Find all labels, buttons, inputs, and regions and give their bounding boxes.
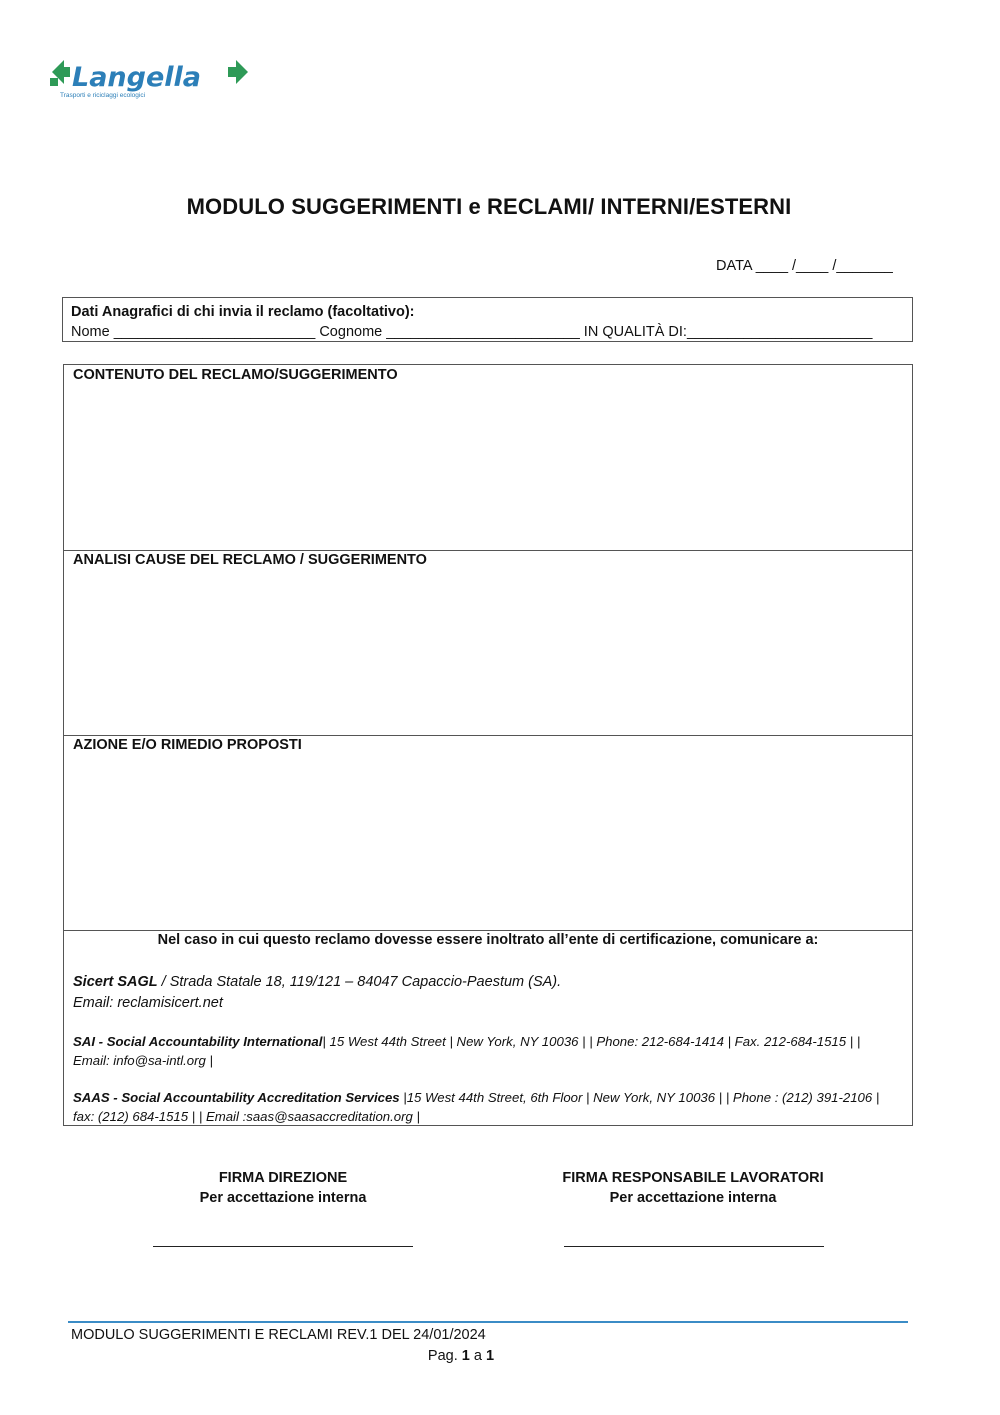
page-sep: a (469, 1348, 486, 1364)
certification-section (64, 930, 912, 1125)
sig-right-sub: Per accettazione interna (609, 1190, 777, 1206)
org3-details: |15 West 44th Street, 6th Floor | New York, NY 10036 | | Phone : (212) 391-2106 | fax: (212) 684-1515 | | Email :saas@saasaccreditation.org | (73, 1090, 880, 1124)
signature-direzione (133, 1168, 433, 1208)
right-arrow-icon (228, 60, 248, 84)
org2-details: | 15 West 44th Street | New York, NY 10036 | | Phone: 212-684-1414 | Fax. 212-684-1515 | | Email: info@sa-intl.org | (73, 1034, 861, 1068)
org-saas (73, 1088, 898, 1126)
date-field[interactable]: DATA ____ /____ /_______ (716, 258, 893, 274)
complaint-table (63, 364, 913, 1126)
page-number (0, 1348, 922, 1364)
org1-name: Sicert SAGL (73, 974, 158, 990)
logo-tagline: Trasporti e riciclaggi ecologici (60, 92, 146, 99)
page-current: 1 (461, 1348, 470, 1364)
org-sicert (73, 972, 898, 1014)
analysis-heading: ANALISI CAUSE DEL RECLAMO / SUGGERIMENTO (73, 552, 427, 568)
anagrafica-box (62, 297, 913, 342)
sig-left-sub: Per accettazione interna (199, 1190, 367, 1206)
analysis-section[interactable] (64, 550, 912, 736)
page-total: 1 (485, 1348, 495, 1364)
page-prefix: Pag. (427, 1348, 462, 1364)
sig-right-title: FIRMA RESPONSABILE LAVORATORI (562, 1170, 824, 1186)
footer-divider (68, 1321, 908, 1323)
page-title: MODULO SUGGERIMENTI e RECLAMI/ INTERNI/ESTERNI (186, 194, 792, 219)
anagrafica-heading: Dati Anagrafici di chi invia il reclamo (facoltativo): (71, 304, 415, 320)
action-section[interactable] (64, 735, 912, 931)
org1-address: / Strada Statale 18, 119/121 – 84047 Capaccio-Paestum (SA). (157, 974, 562, 990)
signature-line-right[interactable] (564, 1246, 824, 1247)
org3-name: SAAS - Social Accountability Accreditation Services (73, 1090, 400, 1105)
signature-responsabile (543, 1168, 843, 1208)
footer-doc-ref: MODULO SUGGERIMENTI E RECLAMI REV.1 DEL 24/01/2024 (71, 1327, 486, 1343)
sig-left-title: FIRMA DIREZIONE (218, 1170, 348, 1186)
action-heading: AZIONE E/O RIMEDIO PROPOSTI (73, 737, 302, 753)
company-logo (48, 56, 253, 104)
content-heading: CONTENUTO DEL RECLAMO/SUGGERIMENTO (73, 367, 398, 383)
certification-intro: Nel caso in cui questo reclamo dovesse essere inoltrato all’ente di certificazione, comunicare a: (157, 932, 819, 948)
signature-line-left[interactable] (153, 1246, 413, 1247)
org-sai (73, 1032, 898, 1070)
org2-name: SAI - Social Accountability International (73, 1034, 323, 1049)
logo-brand: Langella (72, 62, 202, 93)
anagrafica-fields[interactable]: Nome _________________________ Cognome ________________________ IN QUALITÀ DI:_______________________ (71, 324, 873, 340)
org1-email: Email: reclamisicert.net (73, 995, 223, 1011)
content-section[interactable] (64, 365, 912, 551)
